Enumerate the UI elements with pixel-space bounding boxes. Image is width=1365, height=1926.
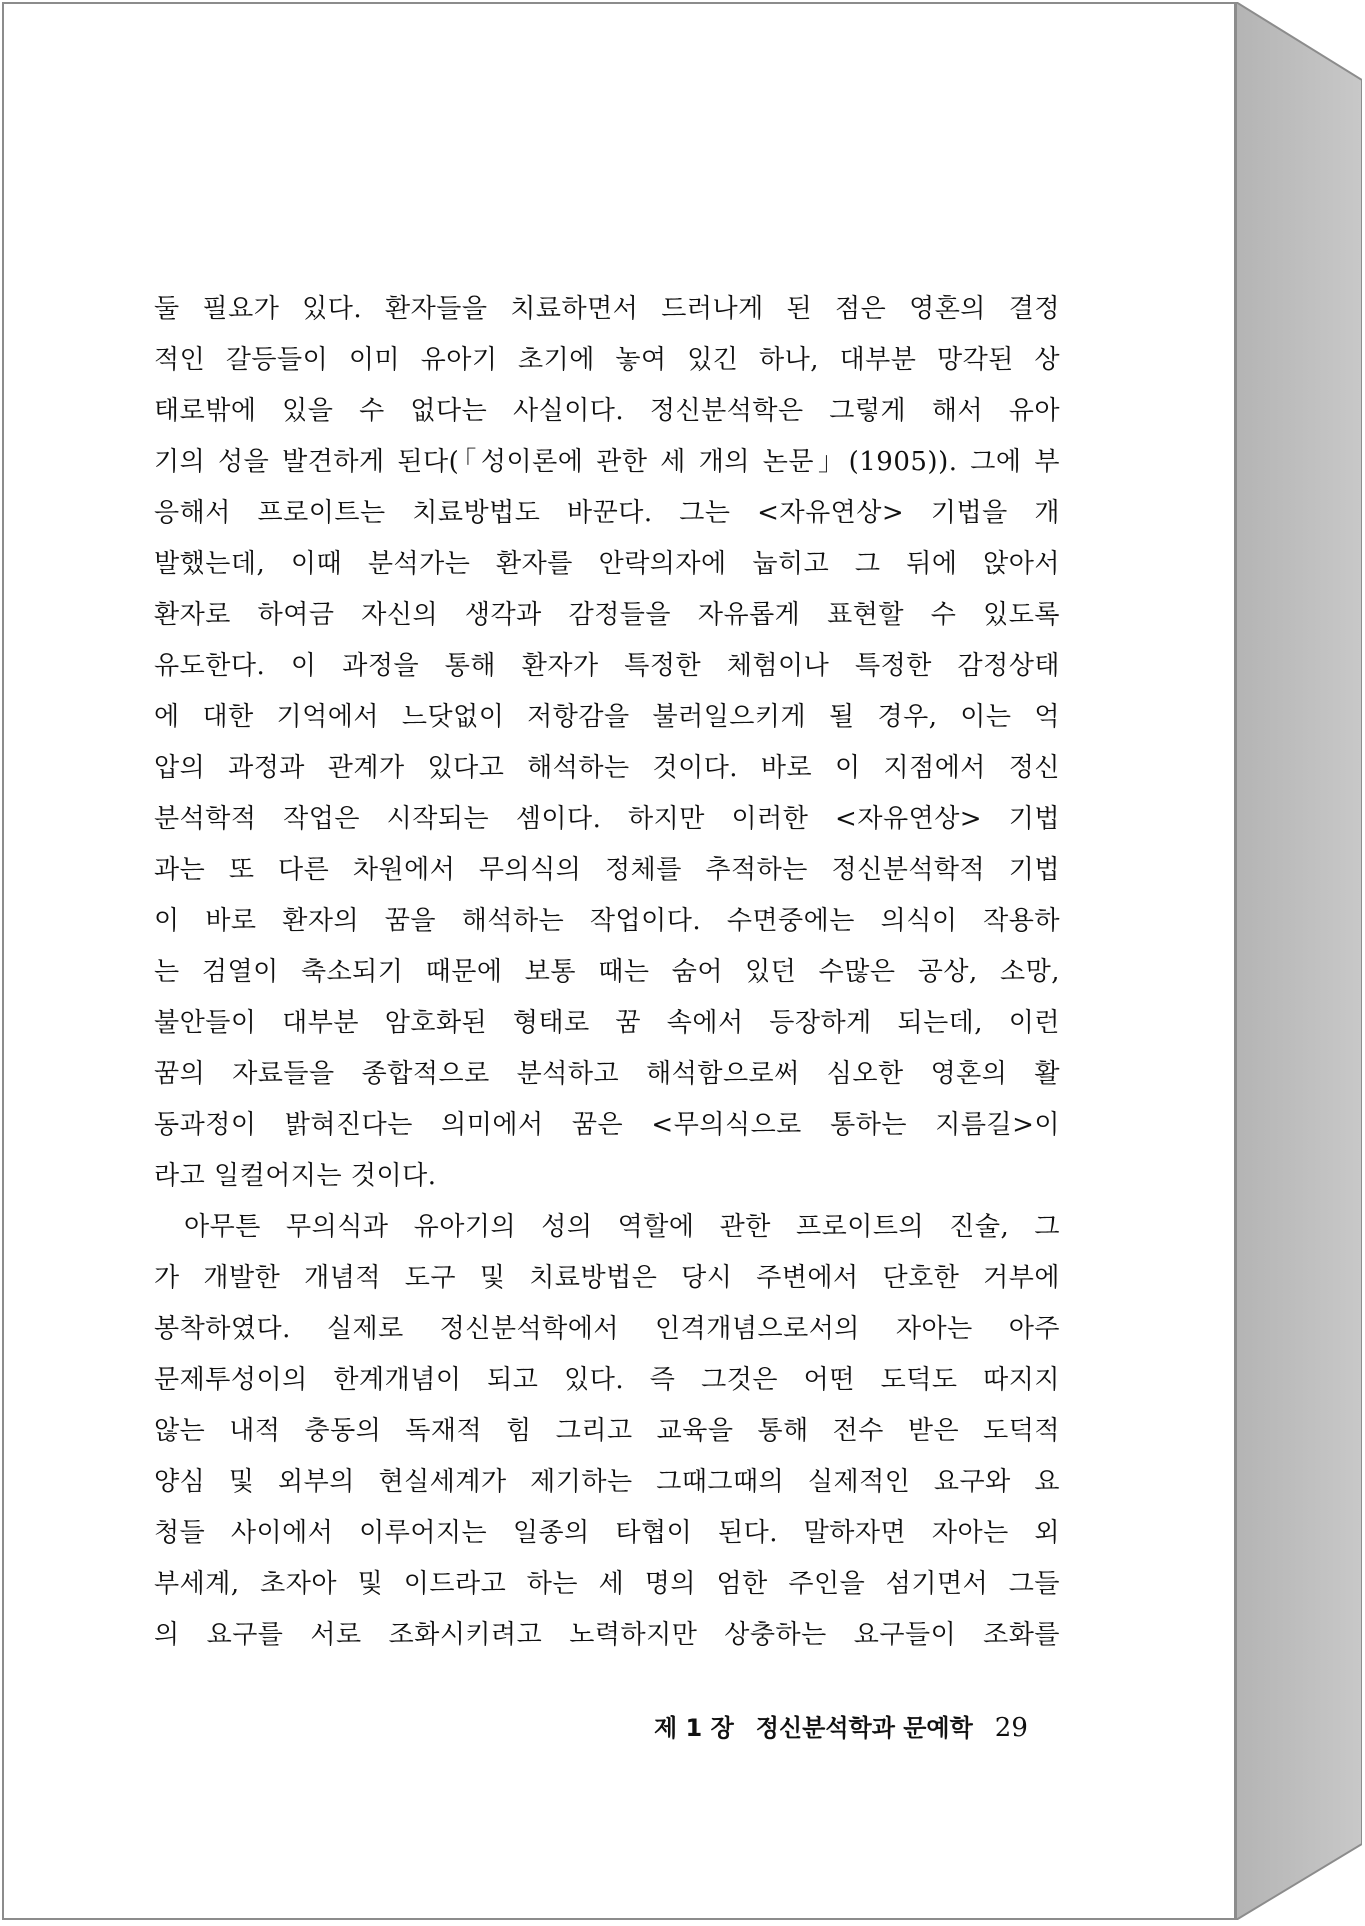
chapter-number: 제 1 장 bbox=[654, 1714, 734, 1742]
text-line: 봉착하였다. 실제로 정신분석학에서 인격개념으로서의 자아는 아주 bbox=[154, 1314, 1060, 1344]
text-line: 태로밖에 있을 수 없다는 사실이다. 정신분석학은 그렇게 해서 유아 bbox=[154, 396, 1060, 426]
text-line: 는 검열이 축소되기 때문에 보통 때는 숨어 있던 수많은 공상, 소망, bbox=[154, 957, 1060, 987]
text-line: 적인 갈등들이 이미 유아기 초기에 놓여 있긴 하나, 대부분 망각된 상 bbox=[154, 345, 1060, 375]
text-line: 의 요구를 서로 조화시키려고 노력하지만 상충하는 요구들이 조화를 bbox=[154, 1620, 1060, 1650]
text-line: 않는 내적 충동의 독재적 힘 그리고 교육을 통해 전수 받은 도덕적 bbox=[154, 1416, 1060, 1446]
text-line: 분석학적 작업은 시작되는 셈이다. 하지만 이러한 <자유연상> 기법 bbox=[154, 804, 1060, 834]
chapter-title: 정신분석학과 문예학 bbox=[755, 1714, 973, 1742]
text-line: 부세계, 초자아 및 이드라고 하는 세 명의 엄한 주인을 섬기면서 그들 bbox=[154, 1569, 1060, 1599]
text-line: 청들 사이에서 이루어지는 일종의 타협이 된다. 말하자면 자아는 외 bbox=[154, 1518, 1060, 1548]
text-line: 불안들이 대부분 암호화된 형태로 꿈 속에서 등장하게 되는데, 이런 bbox=[154, 1008, 1060, 1038]
text-line: 에 대한 기억에서 느닷없이 저항감을 불러일으키게 될 경우, 이는 억 bbox=[154, 702, 1060, 732]
text-line: 가 개발한 개념적 도구 및 치료방법은 당시 주변에서 단호한 거부에 bbox=[154, 1263, 1060, 1293]
running-footer bbox=[654, 1708, 1028, 1748]
text-line: 과는 또 다른 차원에서 무의식의 정체를 추적하는 정신분석학적 기법 bbox=[154, 855, 1060, 885]
text-line: 양심 및 외부의 현실세계가 제기하는 그때그때의 실제적인 요구와 요 bbox=[154, 1467, 1060, 1497]
text-line: 아무튼 무의식과 유아기의 성의 역할에 관한 프로이트의 진술, 그 bbox=[184, 1212, 1060, 1242]
page-number: 29 bbox=[994, 1713, 1028, 1743]
text-line: 압의 과정과 관계가 있다고 해석하는 것이다. 바로 이 지점에서 정신 bbox=[154, 753, 1060, 783]
book-spine-edge bbox=[1236, 2, 1362, 1920]
body-text bbox=[154, 284, 1060, 1661]
text-line: 꿈의 자료들을 종합적으로 분석하고 해석함으로써 심오한 영혼의 활 bbox=[154, 1059, 1060, 1089]
text-line: 이 바로 환자의 꿈을 해석하는 작업이다. 수면중에는 의식이 작용하 bbox=[154, 906, 1060, 936]
text-line: 기의 성을 발견하게 된다(「성이론에 관한 세 개의 논문」(1905)). 그에 부 bbox=[154, 447, 1060, 477]
text-line: 둘 필요가 있다. 환자들을 치료하면서 드러나게 된 점은 영혼의 결정 bbox=[154, 294, 1060, 324]
text-line: 동과정이 밝혀진다는 의미에서 꿈은 <무의식으로 통하는 지름길>이 bbox=[154, 1110, 1060, 1140]
text-line: 환자로 하여금 자신의 생각과 감정들을 자유롭게 표현할 수 있도록 bbox=[154, 600, 1060, 630]
text-line: 응해서 프로이트는 치료방법도 바꾼다. 그는 <자유연상> 기법을 개 bbox=[154, 498, 1060, 528]
text-line: 문제투성이의 한계개념이 되고 있다. 즉 그것은 어떤 도덕도 따지지 bbox=[154, 1365, 1060, 1395]
page-sheet bbox=[2, 2, 1236, 1920]
text-line: 유도한다. 이 과정을 통해 환자가 특정한 체험이나 특정한 감정상태 bbox=[154, 651, 1060, 681]
text-line: 발했는데, 이때 분석가는 환자를 안락의자에 눕히고 그 뒤에 앉아서 bbox=[154, 549, 1060, 579]
text-line: 라고 일컬어지는 것이다. bbox=[154, 1161, 437, 1191]
